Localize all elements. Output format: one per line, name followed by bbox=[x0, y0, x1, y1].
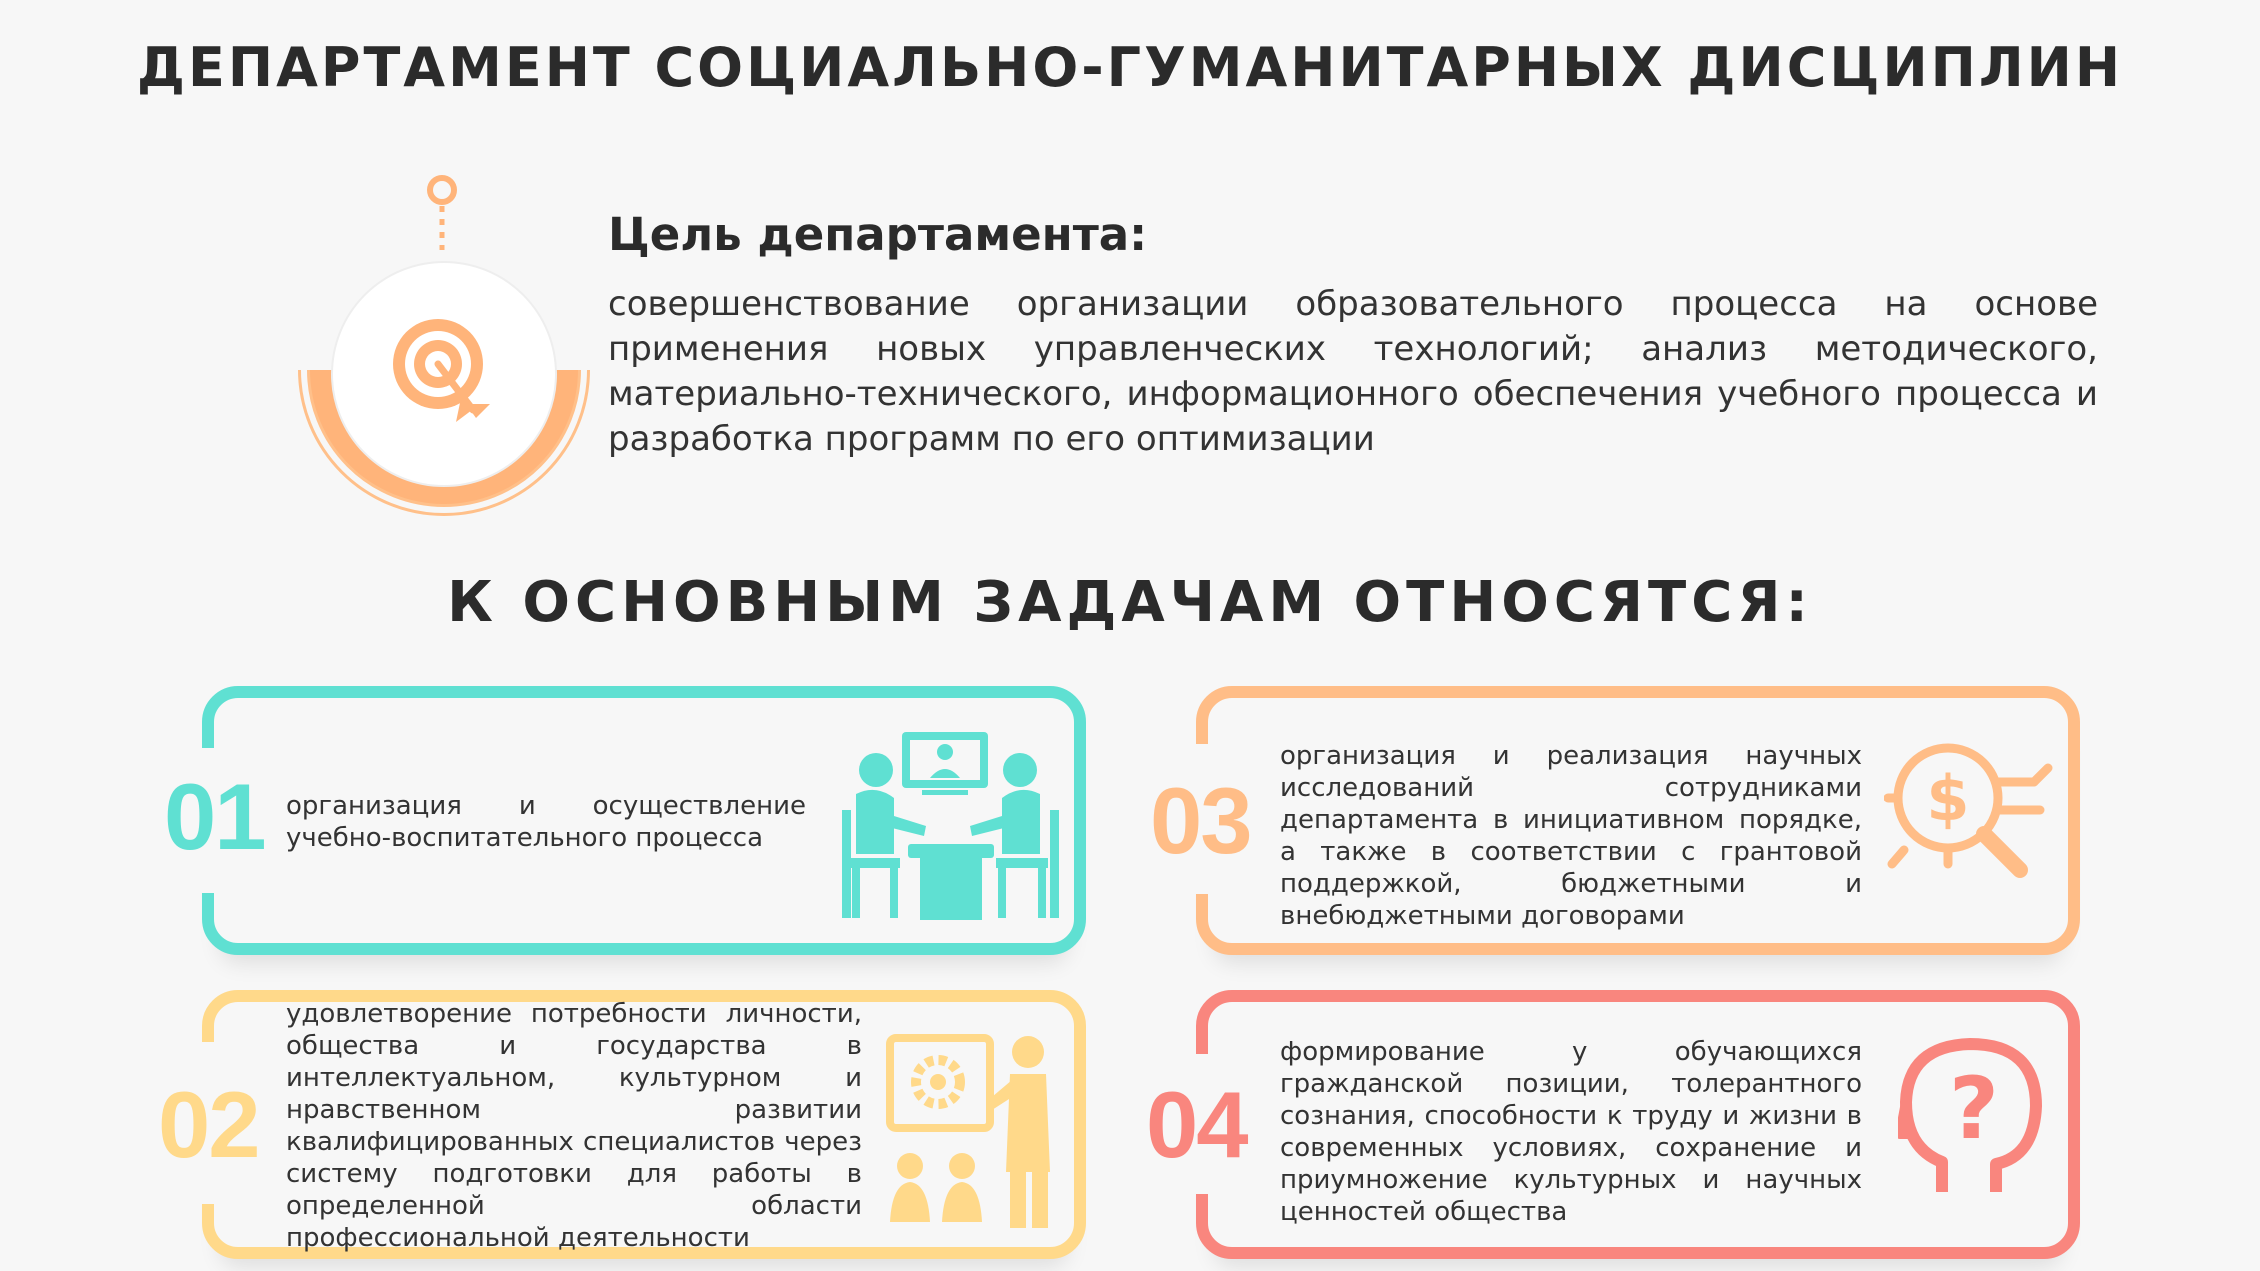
presentation-icon bbox=[886, 1032, 1066, 1232]
svg-text:?: ? bbox=[1949, 1059, 1999, 1159]
task-text: формирование у обучающихся гражданской позиции, толерантного сознания, способности к труду и жизни в современных условиях, сохранение и приумножение культурных и научных ценностей общества bbox=[1280, 1037, 1862, 1227]
task-number: 01 bbox=[164, 764, 265, 869]
task-card-03 bbox=[1150, 686, 2080, 955]
task-card-01 bbox=[164, 686, 1086, 955]
task-text: организация и реализация научных исследований сотрудниками департамента в инициативном порядке, а также в соответствии с грантовой поддержкой, бюджетными и внебюджетными договорами bbox=[1280, 741, 1862, 931]
target-icon bbox=[296, 170, 596, 520]
goal-title: Цель департамента: bbox=[608, 208, 1148, 261]
goal-text: совершенствование организации образовательного процесса на основе применения новых управленческих технологий; анализ методического, материально-технического, информационного обеспечения учебного процесса и разработка программ по его оптимизации bbox=[608, 284, 2098, 459]
goal-icon-block bbox=[296, 170, 596, 520]
task-card-02 bbox=[158, 990, 1086, 1259]
head-question-icon bbox=[1898, 1038, 2048, 1198]
research-icon bbox=[1884, 728, 2054, 898]
task-card-04 bbox=[1146, 990, 2080, 1259]
task-text: организация и осуществление учебно-воспитательного процесса bbox=[286, 791, 806, 853]
task-text: удовлетворение потребности личности, общества и государства в интеллектуальном, культурном и нравственном развитии квалифицированных специалистов через систему подготовки для работы в определенной области профессиональной деятельности bbox=[286, 999, 862, 1253]
task-number: 04 bbox=[1146, 1072, 1247, 1177]
task-number: 02 bbox=[158, 1072, 259, 1177]
task-number: 03 bbox=[1150, 768, 1251, 873]
page-title: ДЕПАРТАМЕНТ СОЦИАЛЬНО-ГУМАНИТАРНЫХ ДИСЦИПЛИН bbox=[136, 36, 2124, 99]
svg-text:$: $ bbox=[1926, 762, 1970, 835]
tasks-title: К ОСНОВНЫМ ЗАДАЧАМ ОТНОСЯТСЯ: bbox=[447, 570, 1813, 635]
meeting-icon bbox=[838, 728, 1063, 928]
